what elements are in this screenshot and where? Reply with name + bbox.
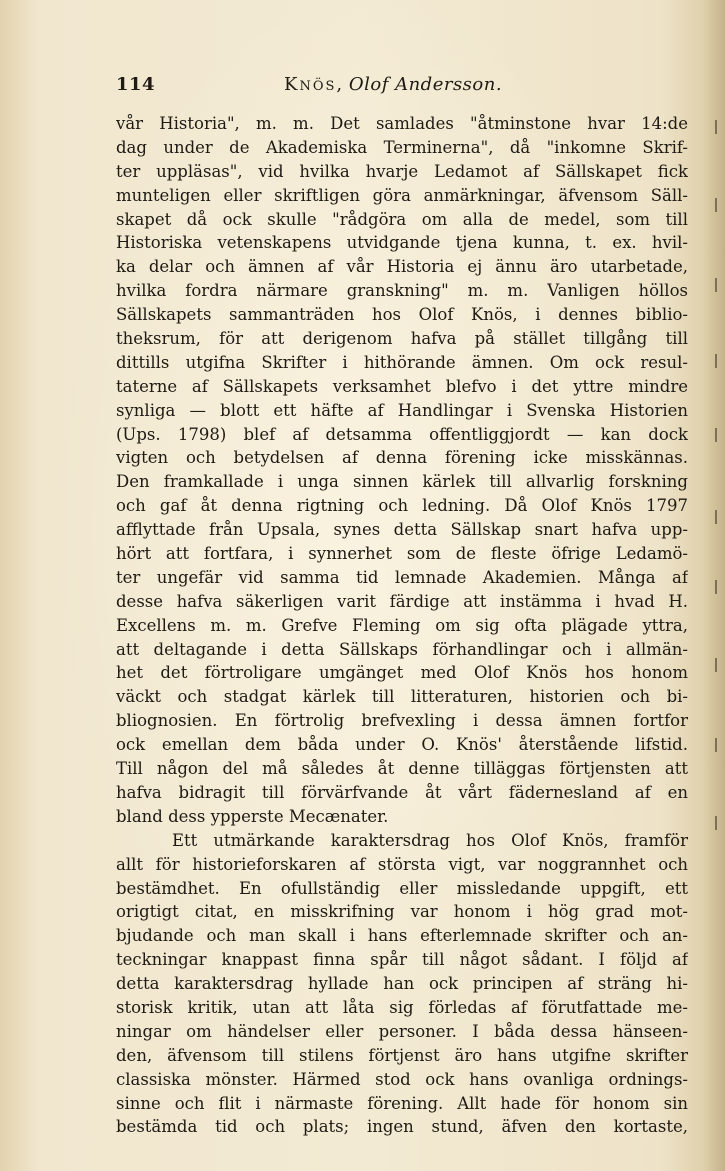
- text-line: vår Historia", m. m. Det samlades "åtminstone hvar 14:de: [116, 114, 688, 133]
- text-line: taterne af Sällskapets verksamhet blefvo i det yttre mindre: [116, 376, 688, 396]
- bleed-mark: [715, 510, 717, 524]
- text-line: dittills utgifna Skrifter i hithörande ämnen. Om ock resul-: [116, 352, 688, 372]
- text-line: theksrum, för att derigenom hafva på stället tillgång till: [116, 329, 688, 349]
- text-line: desse hafva säkerligen varit färdige att instämma i hvad H.: [116, 591, 688, 611]
- bleed-mark: [715, 658, 717, 672]
- text-line: hafva bidragit till förvärfvande åt vårt fädernesland af en: [116, 782, 688, 802]
- margin-bleed-marks: [713, 110, 721, 870]
- text-line: hört att fortfara, i synnerhet som de fleste öfrige Ledamö-: [116, 544, 688, 564]
- text-line: Ett utmärkande karaktersdrag hos Olof Knös, framför: [172, 830, 688, 850]
- text-line: classiska mönster. Härmed stod ock hans ovanliga ordnings-: [116, 1069, 688, 1089]
- text-line: bestämda tid och plats; ingen stund, äfven den kortaste,: [116, 1117, 688, 1137]
- text-line: teckningar knappast finna spår till något sådant. I följd af: [116, 950, 688, 970]
- text-line: afflyttade från Upsala, synes detta Sällskap snart hafva upp-: [116, 520, 688, 540]
- text-line: den, äfvensom till stilens förtjenst äro hans utgifne skrifter: [116, 1045, 688, 1065]
- text-line: het det förtroligare umgänget med Olof Knös hos honom: [116, 663, 688, 683]
- text-line: bjudande och man skall i hans efterlemnade skrifter och an-: [116, 926, 688, 946]
- text-line: att deltagande i detta Sällskaps förhandlingar och i allmän-: [116, 639, 688, 659]
- bleed-mark: [715, 278, 717, 292]
- text-line: ningar om händelser eller personer. I båda dessa hänseen-: [116, 1021, 688, 1041]
- running-head-given-name: Olof Andersson.: [348, 74, 503, 95]
- text-line: ter uppläsas", vid hvilka hvarje Ledamot af Sällskapet fick: [116, 161, 688, 181]
- text-line: bland dess ypperste Mecænater.: [116, 806, 389, 826]
- text-line: bestämdhet. En ofullständig eller missledande uppgift, ett: [116, 878, 688, 898]
- text-line: väckt och stadgat kärlek till litteraturen, historien och bi-: [116, 687, 688, 707]
- text-line: synliga — blott ett häfte af Handlingar i Svenska Historien: [116, 400, 688, 420]
- bleed-mark: [715, 354, 717, 368]
- text-line: hvilka fordra närmare granskning" m. m. Vanligen höllos: [116, 281, 688, 301]
- bleed-mark: [715, 580, 717, 594]
- text-line: Sällskapets sammanträden hos Olof Knös, i dennes biblio-: [116, 305, 688, 325]
- page-number: 114: [116, 74, 156, 95]
- text-line: sinne och flit i närmaste förening. Allt hade för honom sin: [116, 1093, 688, 1113]
- text-line: Historiska vetenskapens utvidgande tjena kunna, t. ex. hvil-: [116, 233, 688, 253]
- running-head: [116, 74, 688, 98]
- bleed-mark: [715, 816, 717, 830]
- text-line: origtigt citat, en misskrifning var honom i hög grad mot-: [116, 902, 688, 922]
- bleed-mark: [715, 120, 717, 134]
- text-line: Den framkallade i unga sinnen kärlek till allvarlig forskning: [116, 472, 688, 492]
- running-head-separator: ,: [336, 74, 349, 95]
- text-line: munteligen eller skriftligen göra anmärkningar, äfvensom Säll-: [116, 185, 688, 205]
- text-line: Excellens m. m. Grefve Fleming om sig ofta plägade yttra,: [116, 615, 688, 635]
- running-head-surname: Knös: [284, 74, 337, 95]
- text-line: ka delar och ämnen af vår Historia ej ännu äro utarbetade,: [116, 257, 688, 277]
- text-line: bliognosien. En förtrolig brefvexling i dessa ämnen fortfor: [116, 711, 688, 731]
- text-line: allt för historieforskaren af största vigt, var noggrannhet och: [116, 854, 688, 874]
- text-line: vigten och betydelsen af denna förening icke misskännas.: [116, 448, 688, 468]
- text-line: Till någon del må således åt denne tilläggas förtjensten att: [116, 759, 688, 779]
- running-head-title: [284, 74, 502, 95]
- text-line: skapet då ock skulle "rådgöra om alla de medel, som till: [116, 209, 688, 229]
- text-line: och gaf åt denna rigtning och ledning. Då Olof Knös 1797: [116, 496, 688, 516]
- bleed-mark: [715, 428, 717, 442]
- text-line: storisk kritik, utan att låta sig förledas af förutfattade me-: [116, 997, 688, 1017]
- text-line: ock emellan dem båda under O. Knös' återstående lifstid.: [116, 735, 688, 755]
- text-line: ter ungefär vid samma tid lemnade Akademien. Många af: [116, 567, 688, 587]
- bleed-mark: [715, 198, 717, 212]
- bleed-mark: [715, 738, 717, 752]
- text-line: (Ups. 1798) blef af detsamma offentliggjordt — kan dock: [116, 424, 688, 444]
- body-text: [116, 112, 688, 1139]
- text-line: detta karaktersdrag hyllade han ock principen af sträng hi-: [116, 974, 688, 994]
- text-line: dag under de Akademiska Terminerna", då "inkomne Skrif-: [116, 137, 688, 157]
